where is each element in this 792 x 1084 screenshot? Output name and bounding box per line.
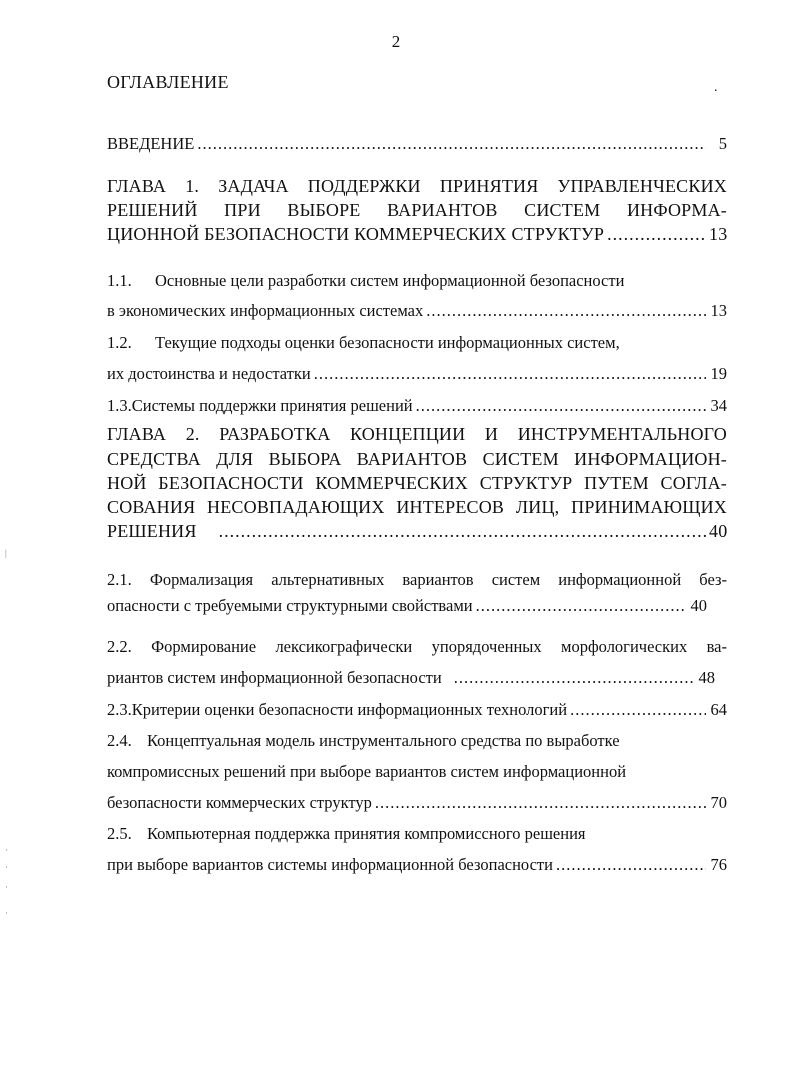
dot-leader	[219, 521, 706, 542]
dot-leader	[570, 700, 706, 720]
toc-entry-2-2-line2	[107, 668, 715, 688]
dot-leader	[375, 793, 706, 813]
section-number: 2.3.	[107, 700, 132, 719]
dot-leader	[416, 396, 706, 416]
toc-entry-1-1-line1	[107, 271, 727, 291]
dot-leader	[607, 224, 706, 245]
toc-label: их достоинства и недостатки	[107, 364, 311, 383]
stray-mark: .	[714, 80, 718, 95]
chapter2-line2: СРЕДСТВА ДЛЯ ВЫБОРА ВАРИАНТОВ СИСТЕМ ИНФОРМАЦИОН-	[107, 449, 727, 469]
scan-speck: ·	[5, 908, 8, 918]
toc-entry-2-4-line2: компромиссных решений при выборе вариантов систем информационной	[107, 762, 627, 781]
toc-label: Компьютерная поддержка принятия компромиссного решения	[147, 824, 586, 843]
chapter2-line3: НОЙ БЕЗОПАСНОСТИ КОММЕРЧЕСКИХ СТРУКТУР ПУТЕМ СОГЛА-	[107, 473, 727, 493]
section-number: 2.5.	[107, 824, 132, 843]
chapter1-line1: ГЛАВА 1. ЗАДАЧА ПОДДЕРЖКИ ПРИНЯТИЯ УПРАВЛЕНЧЕСКИХ	[107, 176, 727, 196]
section-number: 1.2.	[107, 333, 132, 352]
toc-label: Основные цели разработки систем информационной безопасности	[155, 271, 625, 290]
scan-speck: |	[5, 548, 7, 558]
toc-entry-2-1-line1: 2.1. Формализация альтернативных вариантов систем информационной без-	[107, 570, 727, 589]
section-number: 1.1.	[107, 271, 132, 290]
toc-entry-1-2-line1	[107, 333, 727, 353]
page-title: ОГЛАВЛЕНИЕ	[107, 72, 229, 92]
toc-label: РЕШЕНИЯ	[107, 521, 197, 541]
toc-page: 76	[710, 855, 727, 874]
toc-page: 19	[710, 364, 727, 383]
toc-entry-1-1-line2	[107, 301, 727, 321]
dot-leader	[556, 855, 706, 875]
toc-page: 40	[709, 521, 728, 541]
dot-leader	[476, 596, 686, 616]
toc-page: 40	[690, 596, 707, 615]
dot-leader	[314, 364, 706, 384]
chapter1-line2: РЕШЕНИЙ ПРИ ВЫБОРЕ ВАРИАНТОВ СИСТЕМ ИНФОРМА-	[107, 200, 727, 220]
chapter1-line3	[107, 224, 727, 245]
toc-label: ВВЕДЕНИЕ	[107, 134, 195, 153]
toc-label: ЦИОННОЙ БЕЗОПАСНОСТИ КОММЕРЧЕСКИХ СТРУКТУР	[107, 224, 605, 244]
toc-label: риантов систем информационной безопасности	[107, 668, 442, 687]
dot-leader	[454, 668, 694, 688]
toc-page: 70	[710, 793, 727, 812]
toc-label: Концептуальная модель инструментального средства по выработке	[147, 731, 620, 750]
toc-label: Критерии оценки безопасности информационных технологий	[131, 700, 568, 719]
toc-page: 13	[710, 301, 727, 320]
toc-entry-2-2-line1: 2.2. Формирование лексикографически упорядоченных морфологических ва-	[107, 637, 727, 656]
toc-entry-intro	[107, 134, 727, 154]
dot-leader	[426, 301, 706, 321]
toc-entry-2-4-line1	[107, 731, 727, 751]
toc-entry-2-5-line2	[107, 855, 727, 875]
toc-page: 64	[710, 700, 727, 719]
chapter2-line4: СОВАНИЯ НЕСОВПАДАЮЩИХ ИНТЕРЕСОВ ЛИЦ, ПРИНИМАЮЩИХ	[107, 497, 727, 517]
toc-entry-2-5-line1	[107, 824, 727, 844]
toc-label: Текущие подходы оценки безопасности информационных систем,	[155, 333, 620, 352]
toc-entry-2-4-line3	[107, 793, 727, 813]
page-number: 2	[391, 32, 401, 51]
scan-speck: ·	[5, 882, 8, 892]
chapter2-line1: ГЛАВА 2. РАЗРАБОТКА КОНЦЕПЦИИ И ИНСТРУМЕНТАЛЬНОГО	[107, 424, 727, 444]
toc-entry-2-3	[107, 700, 727, 720]
toc-page: 34	[710, 396, 727, 415]
section-number: 1.3.	[107, 396, 132, 415]
toc-page: 48	[698, 668, 715, 687]
scan-speck: ·	[5, 845, 8, 855]
dot-leader	[197, 134, 706, 154]
toc-page: 5	[718, 134, 727, 153]
toc-entry-1-2-line2	[107, 364, 727, 384]
toc-label: безопасности коммерческих структур	[107, 793, 372, 812]
toc-label: при выборе вариантов системы информационной безопасности	[107, 855, 553, 874]
scan-speck: ·	[5, 862, 8, 872]
toc-label: опасности с требуемыми структурными свойствами	[107, 596, 473, 615]
toc-entry-2-1-line2	[107, 596, 707, 616]
toc-page: 13	[709, 224, 728, 244]
section-number: 2.4.	[107, 731, 132, 750]
toc-entry-1-3	[107, 396, 727, 416]
chapter2-line5	[107, 521, 727, 542]
toc-label: Системы поддержки принятия решений	[131, 396, 413, 415]
toc-label: в экономических информационных системах	[107, 301, 424, 320]
